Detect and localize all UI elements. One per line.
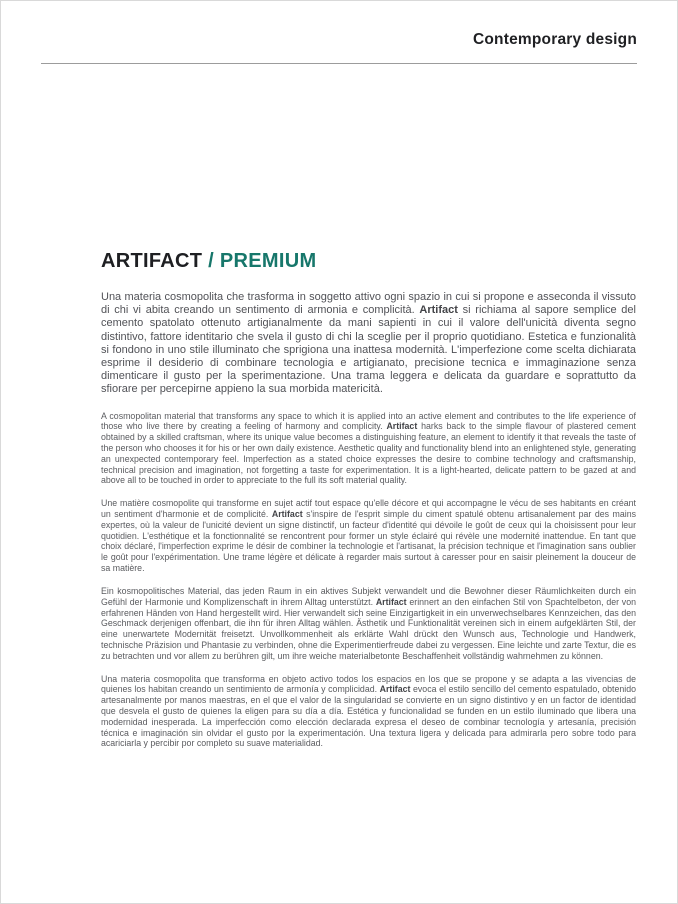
paragraph-french-pre: Une matière cosmopolite qui transforme en sujet actif tout espace qu'elle décore et qui accompagne le vécu de ses habitants en créant un sentiment d'harmonie et de complicité. [101, 498, 636, 519]
paragraph-english [101, 411, 636, 487]
product-title [101, 250, 636, 273]
product-title-separator: / [202, 250, 220, 272]
paragraph-spanish [101, 674, 636, 750]
paragraph-spanish-pre: Una materia cosmopolita que transforma en objeto activo todos los espacios en los que se propone y se adapta a las vivencias de quienes los habitan creando un sentimiento de armonía y complicidad. [101, 673, 636, 695]
header-divider [41, 63, 637, 64]
paragraph-english-post: harks back to the simple flavour of plastered cement obtained by a skilled craftsman, where its unique value becomes a distinguishing feature, an element to identify it that reveals the taste of the person who chooses it for his or her own daily existence. Aesthetic quality and functionality blend into an enlightened style, generating an unexpected contemporary feel. Imperfection as a stated choice expresses the desire to combine technology and craftsmanship, technical precision and imagination, not forgetting a taste for experimentation. It is a light-hearted, delicate pattern to be gazed at and above all to be touched in order to appreciate to the full its soft material quality. [101, 421, 636, 486]
paragraph-italian-brand: Artifact [419, 304, 458, 317]
paragraph-german-brand: Artifact [375, 596, 407, 607]
paragraph-german-pre: Ein kosmopolitisches Material, das jeden Raum in ein aktives Subjekt verwandelt und die Bewohner dieser Räumlichkeiten durch ein Gefühl der Harmonie und Komplizenschaft in ihrem Alltag unterstützt. [101, 585, 636, 607]
paragraph-spanish-brand: Artifact [379, 684, 411, 695]
paragraph-english-pre: A cosmopolitan material that transforms any space to which it is applied into an active element and contributes to the life experience of those who live there by creating a feeling of harmony and complicity. [101, 410, 636, 432]
paragraph-german-post: erinnert an den einfachen Stil von Spachtelbeton, der von erfahrenen Händen von Hand hergestellt wird. Hier verwandelt sich seine Einzigartigkeit in ein unverwechselbares Kennzeichen, das den Geschmack derjenigen offenbart, die ihn für ihren Alltag wählen. Ästhetik und Funktionalität vereinen sich in einem aufgeklärten Stil, der eine unerwartete Modernität freisetzt. Unvollkommenheit als erklärte Wahl drückt den Wunsch aus, Technologie und Handwerk, technische Präzision und Phantasie zu verbinden, ohne die Experimentierfreude dabei zu vergessen. Eine leichte und zarte Textur, die es zu betrachten und vor allem zu berühren gilt, um ihre weiche materialbetonte Beschaffenheit vollständig wahrnehmen zu können. [101, 596, 636, 661]
page-header [41, 31, 637, 49]
paragraph-spanish-post: evoca el estilo sencillo del cemento espatulado, obtenido artesanalmente por manos maestras, en el que el valor de la singularidad se convierte en un signo distintivo y en un factor de identidad que desvela el gusto de quienes la eligen para su día a día. Estética y funcionalidad se funden en un estilo iluminado que libera una modernidad inesperada. La imperfección como elección declarada expresa el deseo de combinar tecnología y artesanía, precisión técnica e imaginación sin olvidar el gusto por la experimentación. Una textura ligera y delicada para admirarla pero sobre todo para acariciarla y percibir por completo su suave materialidad. [101, 684, 636, 749]
paragraph-french [101, 498, 636, 574]
paragraph-italian [101, 291, 636, 397]
paragraph-french-brand: Artifact [271, 509, 303, 519]
page-content [101, 250, 636, 749]
paragraph-german [101, 586, 636, 662]
paragraph-italian-pre: Una materia cosmopolita che trasforma in soggetto attivo ogni spazio in cui si propone e asseconda il vissuto di chi vi abita creando un sentimento di armonia e complicità. [101, 291, 636, 317]
product-title-accent: PREMIUM [219, 250, 317, 272]
paragraph-french-post: s'inspire de l'esprit simple du ciment spatulé obtenu artisanalement par des mains expertes, où la valeur de l'unicité devient un signe distinctif, un facteur d'identité qui dévoile le goût de ceux qui la choisissent pour leur quotidien. L'esthétique et la fonctionnalité se rencontrent pour former un style éclairé qui révèle une modernité inattendue. En tant que choix déclaré, l'imperfection exprime le désir de combiner la technologie et l'artisanat, la précision technique et l'imagination sans oublier le goût pour l'expérimentation. Une trame légère et délicate à regarder mais surtout à caresser pour en saisir pleinement la douceur de sa matière. [101, 509, 636, 574]
paragraph-english-brand: Artifact [386, 421, 418, 432]
paragraph-italian-post: si richiama al sapore semplice del cemento spatolato ottenuto artigianalmente da mani sapienti in cui il valore dell'unicità diventa segno distintivo, fattore identitario che svela il gusto di chi la sceglie per il proprio quotidiano. Estetica e funzionalità si fondono in uno stile illuminato che sprigiona una inattesa modernità. L'imperfezione come scelta dichiarata esprime il desiderio di combinare tecnologia e artigianato, precisione tecnica e immaginazione senza dimenticare il gusto per la sperimentazione. Una trama leggera e delicata da guardare e soprattutto da sfiorare per percepirne appieno la sua morbida matericità. [101, 304, 636, 396]
product-title-name: ARTIFACT [101, 250, 203, 272]
page-header-title: Contemporary design [473, 31, 637, 48]
